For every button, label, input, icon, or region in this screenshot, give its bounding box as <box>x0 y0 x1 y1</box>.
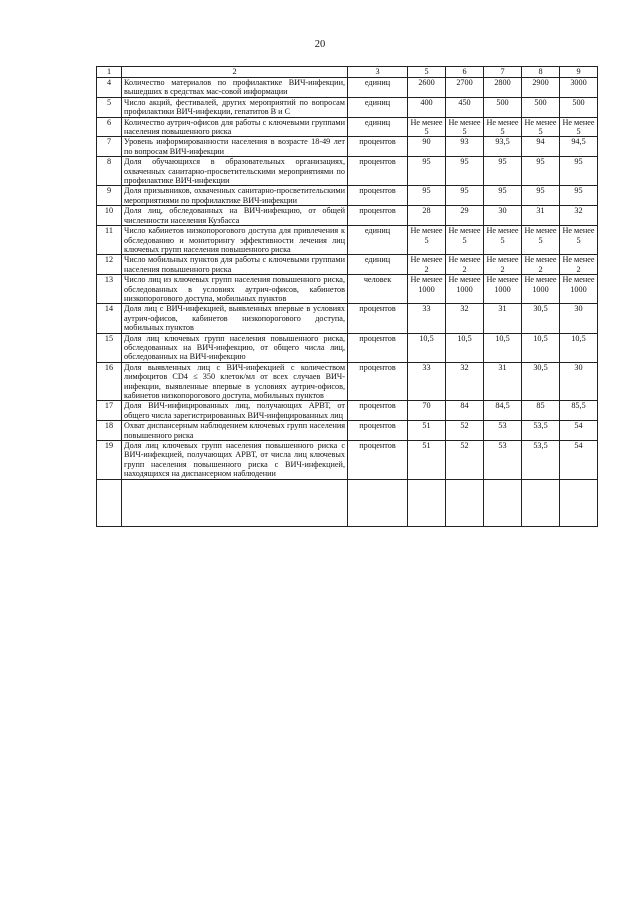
indicator-value: Не менее 2 <box>484 255 522 275</box>
indicator-value: 500 <box>484 97 522 117</box>
unit-of-measure: процентов <box>348 441 408 480</box>
indicator-value: 90 <box>408 137 446 157</box>
page-number: 20 <box>314 39 326 50</box>
column-header: 9 <box>560 67 598 78</box>
indicator-value: Не менее 1000 <box>560 275 598 304</box>
empty-cell <box>122 479 348 526</box>
table-row <box>97 157 598 186</box>
indicator-name: Доля ВИЧ-инфицированных лиц, получающих АРВТ, от общего числа зарегистрированных ВИЧ-инфицированных лиц <box>122 401 348 421</box>
indicator-value: Не менее 5 <box>446 226 484 255</box>
row-number: 9 <box>97 186 122 206</box>
indicator-value: 52 <box>446 421 484 441</box>
indicator-name: Доля призывников, охваченных санитарно-просветительскими мероприятиями по профилактике ВИЧ-инфекции <box>122 186 348 206</box>
indicator-value: 85 <box>522 401 560 421</box>
indicator-value: Не менее 5 <box>484 117 522 137</box>
indicator-value: 53 <box>484 441 522 480</box>
indicator-value: Не менее 5 <box>408 117 446 137</box>
table-row <box>97 304 598 333</box>
row-number: 15 <box>97 333 122 362</box>
unit-of-measure: процентов <box>348 206 408 226</box>
row-number: 14 <box>97 304 122 333</box>
indicator-value: 31 <box>484 362 522 401</box>
indicator-value: 31 <box>484 304 522 333</box>
row-number: 7 <box>97 137 122 157</box>
indicator-value: 30,5 <box>522 304 560 333</box>
indicator-value: 94,5 <box>560 137 598 157</box>
indicator-value: 52 <box>446 441 484 480</box>
column-header: 1 <box>97 67 122 78</box>
empty-row <box>97 479 598 526</box>
indicator-value: 95 <box>560 157 598 186</box>
unit-of-measure: единиц <box>348 255 408 275</box>
indicator-value: 95 <box>484 157 522 186</box>
row-number: 13 <box>97 275 122 304</box>
column-header: 8 <box>522 67 560 78</box>
indicator-value: Не менее 2 <box>522 255 560 275</box>
indicator-value: 10,5 <box>484 333 522 362</box>
indicator-value: 30 <box>560 362 598 401</box>
indicator-value: Не менее 5 <box>560 117 598 137</box>
indicator-name: Доля выявленных лиц с ВИЧ-инфекцией с количеством лимфоцитов CD4 ≤ 350 клеток/мл от всех случаев ВИЧ-инфекции, выявленные впервые в условиях аутрич-офисов, кабинетов низкопорогового доступа, мобильных пунктов <box>122 362 348 401</box>
indicator-value: Не менее 2 <box>408 255 446 275</box>
column-header: 7 <box>484 67 522 78</box>
indicator-value: 30 <box>484 206 522 226</box>
unit-of-measure: человек <box>348 275 408 304</box>
indicator-value: 93 <box>446 137 484 157</box>
table-row <box>97 226 598 255</box>
row-number: 10 <box>97 206 122 226</box>
indicator-value: 51 <box>408 421 446 441</box>
table-header-row <box>97 67 598 78</box>
indicator-value: 84,5 <box>484 401 522 421</box>
indicator-name: Число мобильных пунктов для работы с ключевыми группами населения повышенного риска <box>122 255 348 275</box>
indicator-value: 10,5 <box>408 333 446 362</box>
empty-cell <box>408 479 446 526</box>
table-row <box>97 78 598 98</box>
unit-of-measure: процентов <box>348 137 408 157</box>
empty-cell <box>484 479 522 526</box>
row-number: 4 <box>97 78 122 98</box>
column-header: 6 <box>446 67 484 78</box>
indicator-value: Не менее 5 <box>560 226 598 255</box>
table-row <box>97 137 598 157</box>
table-row <box>97 401 598 421</box>
indicator-value: 3000 <box>560 78 598 98</box>
table-row <box>97 275 598 304</box>
indicator-name: Охват диспансерным наблюдением ключевых групп населения повышенного риска <box>122 421 348 441</box>
indicator-value: 95 <box>446 186 484 206</box>
unit-of-measure: процентов <box>348 421 408 441</box>
indicator-value: 10,5 <box>446 333 484 362</box>
indicator-value: 32 <box>560 206 598 226</box>
unit-of-measure: единиц <box>348 78 408 98</box>
unit-of-measure: процентов <box>348 186 408 206</box>
table-row <box>97 97 598 117</box>
row-number: 12 <box>97 255 122 275</box>
indicator-value: 29 <box>446 206 484 226</box>
indicator-value: Не менее 1000 <box>522 275 560 304</box>
indicator-value: 2700 <box>446 78 484 98</box>
unit-of-measure: единиц <box>348 226 408 255</box>
indicator-value: 95 <box>484 186 522 206</box>
row-number: 17 <box>97 401 122 421</box>
indicator-value: 2900 <box>522 78 560 98</box>
table-row <box>97 362 598 401</box>
indicator-value: 95 <box>446 157 484 186</box>
indicator-value: 32 <box>446 304 484 333</box>
unit-of-measure: процентов <box>348 362 408 401</box>
indicator-value: Не менее 2 <box>560 255 598 275</box>
indicator-value: 500 <box>522 97 560 117</box>
unit-of-measure: процентов <box>348 157 408 186</box>
indicator-value: Не менее 5 <box>522 117 560 137</box>
indicator-name: Доля лиц ключевых групп населения повышенного риска, обследованных на ВИЧ-инфекцию, от общего числа лиц, обследованных на ВИЧ-инфекцию <box>122 333 348 362</box>
column-header: 3 <box>348 67 408 78</box>
indicator-value: 53,5 <box>522 421 560 441</box>
empty-cell <box>97 479 122 526</box>
empty-cell <box>522 479 560 526</box>
indicator-value: Не менее 5 <box>446 117 484 137</box>
unit-of-measure: единиц <box>348 117 408 137</box>
indicator-name: Доля лиц, обследованных на ВИЧ-инфекцию, от общей численности населения Кузбасса <box>122 206 348 226</box>
indicator-name: Доля обучающихся в образовательных организациях, охваченных санитарно-просветительскими мероприятиями по профилактике ВИЧ-инфекции <box>122 157 348 186</box>
indicator-value: 10,5 <box>560 333 598 362</box>
indicator-value: 85,5 <box>560 401 598 421</box>
indicator-value: Не менее 1000 <box>446 275 484 304</box>
indicator-value: 53,5 <box>522 441 560 480</box>
indicator-value: Не менее 1000 <box>484 275 522 304</box>
indicator-name: Доля лиц ключевых групп населения повышенного риска с ВИЧ-инфекцией, получающих АРВТ, от числа лиц ключевых групп населения повышенного риска с ВИЧ-инфекцией, находящихся на диспансерном наблюдении <box>122 441 348 480</box>
indicator-value: 54 <box>560 441 598 480</box>
row-number: 8 <box>97 157 122 186</box>
table-row <box>97 186 598 206</box>
empty-cell <box>348 479 408 526</box>
row-number: 5 <box>97 97 122 117</box>
indicator-value: 93,5 <box>484 137 522 157</box>
empty-cell <box>446 479 484 526</box>
row-number: 11 <box>97 226 122 255</box>
unit-of-measure: процентов <box>348 333 408 362</box>
indicator-value: Не менее 5 <box>484 226 522 255</box>
indicator-name: Число акций, фестивалей, других мероприятий по вопросам профилактики ВИЧ-инфекции, гепатитов В и С <box>122 97 348 117</box>
indicator-name: Количество аутрич-офисов для работы с ключевыми группами населения повышенного риска <box>122 117 348 137</box>
indicator-value: 32 <box>446 362 484 401</box>
table-row <box>97 255 598 275</box>
indicator-value: 2800 <box>484 78 522 98</box>
indicator-value: 70 <box>408 401 446 421</box>
column-header: 2 <box>122 67 348 78</box>
indicator-value: 51 <box>408 441 446 480</box>
indicator-value: 95 <box>408 186 446 206</box>
indicator-value: 95 <box>522 157 560 186</box>
table-row <box>97 441 598 480</box>
table-row <box>97 117 598 137</box>
row-number: 19 <box>97 441 122 480</box>
indicator-value: Не менее 5 <box>522 226 560 255</box>
indicator-value: Не менее 2 <box>446 255 484 275</box>
row-number: 16 <box>97 362 122 401</box>
indicator-value: Не менее 1000 <box>408 275 446 304</box>
indicator-value: 30,5 <box>522 362 560 401</box>
indicator-value: 28 <box>408 206 446 226</box>
indicator-value: 500 <box>560 97 598 117</box>
column-header: 5 <box>408 67 446 78</box>
indicator-name: Число кабинетов низкопорогового доступа для привлечения к обследованию и мониторингу эффективности лечения лиц ключевых групп населения повышенного риска <box>122 226 348 255</box>
empty-cell <box>560 479 598 526</box>
indicator-value: 95 <box>522 186 560 206</box>
table-header <box>97 67 598 78</box>
row-number: 6 <box>97 117 122 137</box>
indicator-value: 400 <box>408 97 446 117</box>
unit-of-measure: процентов <box>348 401 408 421</box>
table-row <box>97 421 598 441</box>
row-number: 18 <box>97 421 122 441</box>
indicators-table <box>96 66 598 527</box>
indicator-name: Доля лиц с ВИЧ-инфекцией, выявленных впервые в условиях аутрич-офисов, кабинетов низкопорогового доступа, мобильных пунктов <box>122 304 348 333</box>
table-row <box>97 206 598 226</box>
table-body <box>97 78 598 527</box>
indicator-value: 54 <box>560 421 598 441</box>
indicator-value: Не менее 5 <box>408 226 446 255</box>
indicator-value: 33 <box>408 362 446 401</box>
table-row <box>97 333 598 362</box>
unit-of-measure: единиц <box>348 97 408 117</box>
indicator-value: 95 <box>408 157 446 186</box>
indicator-value: 10,5 <box>522 333 560 362</box>
indicator-name: Число лиц из ключевых групп населения повышенного риска, обследованных в условиях аутрич-офисов, кабинетов низкопорогового доступа, мобильных пунктов <box>122 275 348 304</box>
indicator-value: 84 <box>446 401 484 421</box>
indicator-value: 2600 <box>408 78 446 98</box>
indicator-value: 95 <box>560 186 598 206</box>
indicator-value: 94 <box>522 137 560 157</box>
indicator-name: Уровень информированности населения в возрасте 18-49 лет по вопросам ВИЧ-инфекции <box>122 137 348 157</box>
indicator-value: 33 <box>408 304 446 333</box>
indicator-value: 31 <box>522 206 560 226</box>
indicator-value: 53 <box>484 421 522 441</box>
unit-of-measure: процентов <box>348 304 408 333</box>
indicator-value: 30 <box>560 304 598 333</box>
indicator-value: 450 <box>446 97 484 117</box>
indicator-name: Количество материалов по профилактике ВИЧ-инфекции, вышедших в средствах мас-совой информации <box>122 78 348 98</box>
